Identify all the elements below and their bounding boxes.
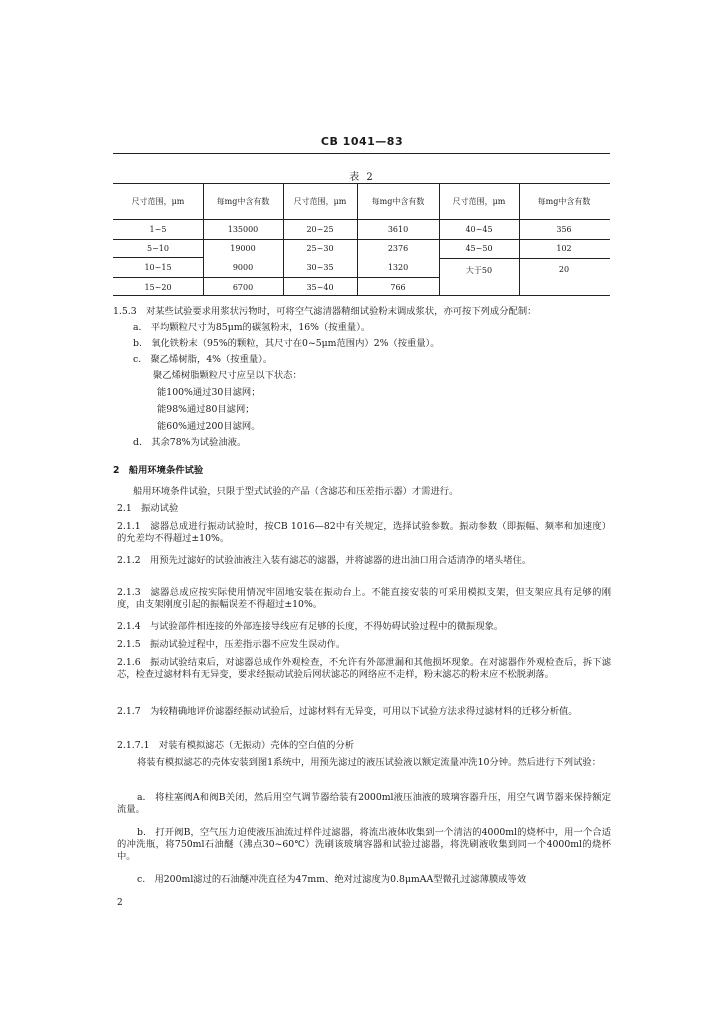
list-item-detail: 聚乙烯树脂颗粒尺寸应呈以下状态： [153,370,302,381]
clause-1-5-3: 1.5.3 对某些试验要求用浆状污物时，可将空气滤清器精细试验粉末调成浆状，亦可按下列成分配制： [113,306,537,317]
table-cell: 102 [556,244,572,253]
list-item-detail: 能98%通过80目滤网； [157,404,255,415]
table-cell: 356 [556,225,572,234]
table-cell: 10~15 [144,263,172,272]
list-item: a. 平均颗粒尺寸为85μm的碳氢粉末，16%（按重量）。 [133,322,371,333]
page-number: 2 [117,898,123,908]
clause-2-1-2: 2.1.2 用预先过滤好的试验油液注入装有滤芯的滤器，并将滤器的进出油口用合适清净的堵头堵住。 [117,555,532,566]
list-item: d. 其余78%为试验油液。 [133,437,247,448]
table-cell: 大于50 [465,266,493,275]
document-code: CB 1041—83 [320,135,404,148]
table-cell: 15~20 [144,283,172,292]
particle-count-table [113,183,610,296]
list-item: b. 打开阀B，空气压力迫使液压油流过样件过滤器，将流出液体收集到一个清洁的4000ml的烧杯中，用一个合适的冲洗瓶，将750ml石油醚（沸点30~60℃）洗刷该玻璃容器和试验过滤器，将洗刷液收集到同一个4000ml的烧杯中。 [117,827,611,862]
table-cell: 5~10 [147,244,169,253]
clause-2-1-6: 2.1.6 振动试验结束后，对滤器总成作外观检查，不允许有外部泄漏和其他损坏现象。在对滤器作外观检查后，拆下滤芯，检查过滤材料有无异变，要求经振动试验后网状滤芯的网络应不走样，粉末滤芯的粉末应不松脱剥落。 [117,657,611,680]
header-rule [113,153,610,154]
table-cell: 3610 [387,225,409,234]
clause-2-1-4: 2.1.4 与试验部件相连接的外部连接导线应有足够的长度，不得妨碍试验过程中的微振现象。 [117,621,504,632]
section-heading: 2 船用环境条件试验 [113,465,204,476]
table-title: 表 2 [349,172,375,183]
clause-2-1-1: 2.1.1 滤器总成进行振动试验时，按CB 1016—82中有关规定，选择试验参数。振动参数（即振幅、频率和加速度）的允差均不得超过±10%。 [117,521,611,544]
list-item: b. 氧化铁粉末（95%的颗粒，其尺寸在0~5μm范围内）2%（按重量）。 [133,338,440,349]
list-item-detail: 能60%通过200目滤网。 [157,421,261,432]
table-header: 每mg中含有数 [371,197,425,206]
table-header: 每mg中含有数 [216,197,270,206]
list-item: c. 聚乙烯树脂，4%（按重量）。 [133,354,273,365]
list-item-detail: 能100%通过30目滤网； [157,387,261,398]
table-header: 尺寸范围，μm [131,197,185,206]
paragraph: 船用环境条件试验，只限于型式试验的产品（含滤芯和压差指示器）才需进行。 [133,486,459,497]
table-cell: 40~45 [465,225,493,234]
table-cell: 35~40 [306,283,334,292]
table-cell: 30~35 [306,263,334,272]
table-cell: 19000 [230,244,256,253]
table-cell: 20~25 [306,225,334,234]
table-cell: 1320 [387,263,409,272]
table-cell: 1~5 [149,225,167,234]
table-cell: 2376 [387,244,409,253]
table-cell: 135000 [227,225,259,234]
clause-2-1-5: 2.1.5 振动试验过程中，压差指示器不应发生误动作。 [117,639,346,650]
table-header: 尺寸范围，μm [293,197,347,206]
paragraph: 将装有模拟滤芯的壳体安装到图1系统中，用预先滤过的液压试验液以额定流量冲洗10分钟。然后进行下列试验： [137,757,601,768]
clause-2-1-3: 2.1.3 滤器总成应按实际使用情况牢固地安装在振动台上。不能直接安装的可采用模拟支架，但支架应具有足够的刚度，由支架刚度引起的振幅误差不得超过±10%。 [117,587,611,610]
table-cell: 766 [390,283,406,292]
table-cell: 20 [558,265,570,274]
table-cell: 25~30 [306,244,334,253]
table-header: 每mg中含有数 [537,197,591,206]
subsection-heading: 2.1 振动试验 [117,503,179,514]
table-cell: 9000 [232,263,254,272]
list-item: a. 将柱塞阀A和阀B关闭，然后用空气调节器给装有2000ml液压油液的玻璃容器升压，用空气调节器来保持额定流量。 [117,792,611,815]
table-cell: 6700 [232,283,254,292]
table-cell: 45~50 [465,244,493,253]
list-item: c. 用200ml滤过的石油醚冲洗直径为47mm、绝对过滤度为0.8μmAA型微孔过滤薄膜成等效 [137,874,527,885]
clause-2-1-7: 2.1.7 为较精确地评价滤器经振动试验后，过滤材料有无异变，可用以下试验方法求得过滤材料的迁移分析值。 [117,706,578,717]
clause-2-1-7-1: 2.1.7.1 对装有模拟滤芯（无振动）壳体的空白值的分析 [117,740,355,751]
table-header: 尺寸范围，μm [452,197,506,206]
